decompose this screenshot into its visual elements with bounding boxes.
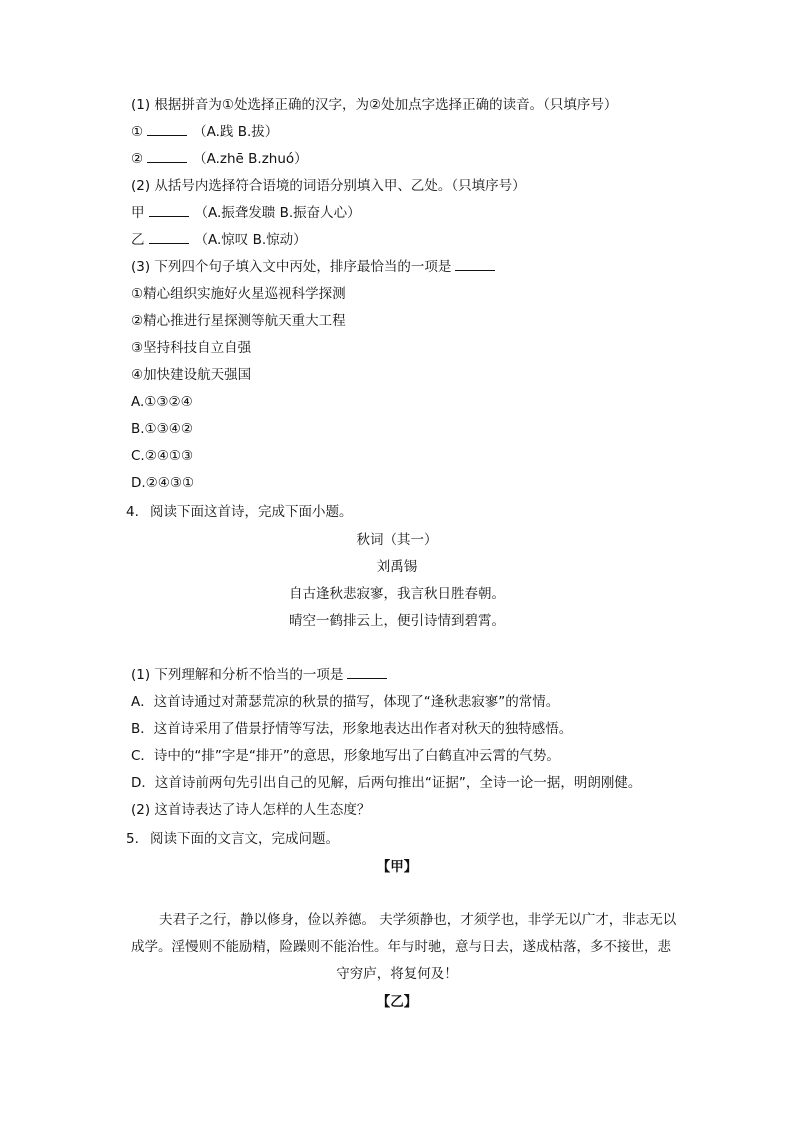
q3-part2-item-a xyxy=(131,204,361,222)
q3-part3-intro xyxy=(131,258,501,276)
classical-text-line-1: 夫君子之行，静以修身，俭以养德。 夫学须静也，才须学也，非学无以广才，非志无以 xyxy=(159,912,677,928)
q3-part2-intro: (2) 从括号内选择符合语境的词语分别填入甲、乙处。（只填序号） xyxy=(131,178,526,194)
option-d[interactable]: D．这首诗前两句先引出自己的见解，后两句推出“证据”，全诗一论一据，明朗刚健。 xyxy=(131,775,642,791)
question-number: 5. xyxy=(126,831,139,847)
sentence-1: ①精心组织实施好火星巡视科学探测 xyxy=(131,286,346,302)
option-c[interactable]: C．诗中的“排”字是“排开”的意思，形象地写出了白鹤直冲云霄的气势。 xyxy=(131,748,560,764)
section-heading-a: 【甲】 xyxy=(376,859,418,875)
sentence-2: ②精心推进行星探测等航天重大工程 xyxy=(131,313,346,329)
classical-text-line-3: 守穷庐，将复何及！ xyxy=(336,966,458,982)
item-label: ① xyxy=(131,124,144,140)
question-text: (1) 下列理解和分析不恰当的一项是 xyxy=(131,667,344,683)
question-4-heading xyxy=(126,503,353,521)
option-a[interactable]: A.①③②④ xyxy=(131,394,193,410)
section-heading-b: 【乙】 xyxy=(376,994,418,1010)
classical-text-line-2: 成学。淫慢则不能励精，险躁则不能治性。年与时驰，意与日去，遂成枯落，多不接世，悲 xyxy=(131,939,671,955)
option-c[interactable]: C.②④①③ xyxy=(131,448,194,464)
poem-line-2: 晴空一鹤排云上，便引诗情到碧霄。 xyxy=(289,613,505,629)
answer-blank[interactable] xyxy=(149,204,189,217)
poem-title: 秋词（其一） xyxy=(356,532,438,548)
q4-part1-intro xyxy=(131,666,393,684)
question-number: 4. xyxy=(126,504,139,520)
q3-part1-item-b xyxy=(131,150,308,168)
item-label: 甲 xyxy=(131,205,145,221)
item-label: ② xyxy=(131,151,144,167)
poem-author: 刘禹锡 xyxy=(376,559,418,575)
option-d[interactable]: D.②④③① xyxy=(131,475,195,491)
question-5-heading xyxy=(126,830,339,848)
question-intro: 阅读下面这首诗，完成下面小题。 xyxy=(150,504,353,520)
item-options: （A.振聋发聩 B.振奋人心） xyxy=(194,205,361,221)
item-options: （A.践 B.拔） xyxy=(193,124,279,140)
sentence-3: ③坚持科技自立自强 xyxy=(131,340,252,356)
option-b[interactable]: B.①③④② xyxy=(131,421,193,437)
option-a[interactable]: A．这首诗通过对萧瑟荒凉的秋景的描写，体现了“逢秋悲寂寥”的常情。 xyxy=(131,694,560,710)
question-intro: 阅读下面的文言文，完成问题。 xyxy=(150,831,339,847)
answer-blank[interactable] xyxy=(347,666,387,679)
question-text: (3) 下列四个句子填入文中丙处，排序最恰当的一项是 xyxy=(131,259,452,275)
answer-blank[interactable] xyxy=(455,258,495,271)
poem-line-1: 自古逢秋悲寂寥，我言秋日胜春朝。 xyxy=(289,586,505,602)
item-options: （A.惊叹 B.惊动） xyxy=(194,232,307,248)
q3-part2-item-b xyxy=(131,231,307,249)
answer-blank[interactable] xyxy=(147,123,187,136)
item-label: 乙 xyxy=(131,232,145,248)
answer-blank[interactable] xyxy=(147,150,187,163)
sentence-4: ④加快建设航天强国 xyxy=(131,367,252,383)
option-b[interactable]: B．这首诗采用了借景抒情等写法，形象地表达出作者对秋天的独特感悟。 xyxy=(131,721,573,737)
item-options: （A.zhē B.zhuó） xyxy=(193,151,308,167)
q3-part1-intro: (1) 根据拼音为①处选择正确的汉字，为②处加点字选择正确的读音。（只填序号） xyxy=(131,97,618,113)
q4-part2-question: (2) 这首诗表达了诗人怎样的人生态度？ xyxy=(131,802,371,818)
q3-part1-item-a xyxy=(131,123,278,141)
answer-blank[interactable] xyxy=(149,231,189,244)
